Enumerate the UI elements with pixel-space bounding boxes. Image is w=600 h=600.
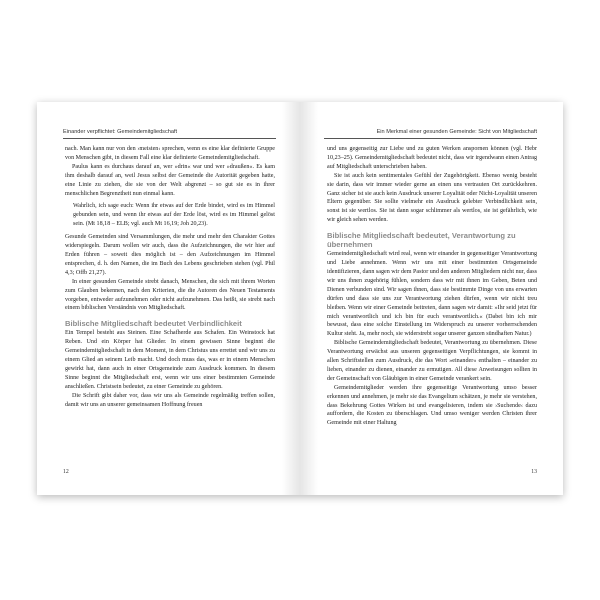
- paragraph: In einer gesunden Gemeinde strebt danach, Menschen, die sich mit ihrem Worten zum Glauben bekennen, nach den Kriterien, die die Autoren des Neuen Testaments vorgeben, entweder aufzunehmen oder nicht aufzunehmen. Das heißt, sie strebt nach einem biblischen Verständnis von Mitgliedschaft.: [65, 278, 275, 312]
- paragraph: Gemeindemitglieder werden ihre gegenseitige Verantwortung umso besser erkennen und annehmen, je mehr sie das Evangelium schätzen, je mehr sie verstehen, dass Bekehrung Gottes Wirken ist und evangelisieren, indem sie ›Suchende‹ dazu auffordern, die Kosten zu überschlagen. Und umso weniger werden Christen ihrer Gemeinde mit einer Haltung: [327, 384, 537, 427]
- page-body: [327, 145, 537, 428]
- book-spread: [37, 102, 563, 495]
- paragraph: Biblische Gemeindemitgliedschaft bedeutet, Verantwortung zu übernehmen. Diese Verantwortung erwächst aus unseren gegenseitigen Verpflichtungen, sie kommt in allen Schriftstellen zum Ausdruck, die das Wort »einander« enthalten – einander zu lieben, einander zu dienen, einander zu ermutigen. All diese Anweisungen sollten in der Gemeinschaft von Gläubigen in einer Gemeinde verankert sein.: [327, 340, 537, 382]
- paragraph: und uns gegenseitig zur Liebe und zu guten Werken anspornen können (vgl. Hebr 10,23–25). Gemeindemitgliedschaft bedeutet nicht, dass wir irgendwann einen Antrag auf Mitgliedschaft unterschrieben haben.: [327, 146, 537, 170]
- page-number: 12: [63, 469, 69, 475]
- running-head: Einander verpflichtet: Gemeindemitgliedschaft: [63, 129, 178, 135]
- paragraph: Gesunde Gemeinden sind Versammlungen, die mehr und mehr den Charakter Gottes widerspiegeln. Darum wollen wir auch, dass die Aufzeichnungen, die wir hier auf Erden führen – soweit dies möglich ist – den Aufzeichnungen im Himmel entsprechen, d. h. den Namen, die im Buch des Lebens geschrieben stehen (vgl. Phil 4,3; Offb 21,27).: [65, 234, 275, 276]
- gutter-shadow: [300, 102, 318, 495]
- paragraph: Paulus kann es durchaus darauf an, wer »drin« war und wer »draußen«. Es kam ihm deshalb darauf an, weil Jesus selbst der Gemeinde die Autorität gegeben hatte, eine Linie zu ziehen, die sie von der Welt abgrenzt – so gut sie es in ihrer menschlichen Begrenztheit nun einmal kann.: [65, 163, 275, 197]
- header-rule: [324, 138, 537, 139]
- section-heading: Biblische Mitgliedschaft bedeutet Verbindlichkeit: [65, 319, 242, 329]
- section-heading: Biblische Mitgliedschaft bedeutet, Verantwortung zu übernehmen: [327, 231, 516, 250]
- paragraph: Die Schrift gibt daher vor, dass wir uns als Gemeinde regelmäßig treffen sollen, damit wir uns an unserer gemeinsamen Hoffnung freuen: [65, 392, 275, 408]
- paragraph: nach. Man kann nur von den ›meisten‹ sprechen, wenn es eine klar definierte Gruppe von Menschen gibt, in diesem Fall eine klar definierte Gemeindemitgliedschaft.: [65, 146, 275, 161]
- paragraph: Gemeindemitgliedschaft wird real, wenn wir einander in gegenseitiger Verantwortung und Liebe annehmen. Wenn wir uns mit einer bestimmten Ortsgemeinde identifizieren, dann sagen wir dem Pastor und den anderen Mitgliedern nicht nur, dass wir uns ihnen zugehörig fühlen, sondern dass wir mit ihnen im Geben, Beten und Dienen verbunden sind. Wir sagen ihnen, dass sie bestimmte Dinge von uns erwarten dürfen und dass sie uns zur Verantwortung ziehen dürfen, wenn wir nicht treu bleiben. Wenn wir einer Gemeinde beitreten, dann sagen wir damit: »Ihr seid jetzt für mich verantwortlich und ich bin für euch verantwortlich.« (Dabei bin ich mir bewusst, dass eine solche Einstellung im Widerspruch zu unserer vorherrschenden Kultur steht. Ja, mehr noch, sie widerstrebt sogar unserer ganzen sündhaften Natur.): [327, 251, 537, 338]
- right-page: [300, 102, 563, 495]
- paragraph: Sie ist auch kein sentimentales Gefühl der Zugehörigkeit. Ebenso wenig besteht sie darin, dass wir immer wieder gerne an einen uns vertrauten Ort zurückkehren. Ganz sicher ist sie auch kein Ausdruck unserer Loyalität oder Nicht-Loyalität unseren Eltern gegenüber. Sie sollte vielmehr ein Ausdruck gelebter Verbindlichkeit sein, sonst ist sie wertlos. Sie ist dann sogar schlimmer als wertlos, sie ist gefährlich, wie wir gleich sehen werden.: [327, 172, 537, 224]
- running-head: Ein Merkmal einer gesunden Gemeinde: Sicht von Mitgliedschaft: [376, 129, 537, 135]
- header-rule: [63, 138, 276, 139]
- page-number: 13: [531, 469, 537, 475]
- gutter-shadow: [282, 102, 300, 495]
- page-body: [65, 145, 275, 409]
- block-quote: Wahrlich, ich sage euch: Wenn ihr etwas auf der Erde bindet, wird es im Himmel gebunden sein, und wenn ihr etwas auf der Erde löst, wird es im Himmel gelöst sein. (Mt 18,18 – ELB; vgl. auch Mt 16,19; Joh 20,23).: [73, 203, 275, 228]
- paragraph: Ein Tempel besteht aus Steinen. Eine Schafherde aus Schafen. Ein Weinstock hat Reben. Und ein Körper hat Glieder. In einem gewissen Sinne beginnt die Gemeindemitgliedschaft in dem Moment, in dem Christus uns errettet und wir uns zu einem Glied an seinem Leib macht. Und doch muss das, was er in einem Menschen gewirkt hat, dann auch in einer Ortsgemeinde zum Ausdruck kommen. In diesem Sinne beginnt die Mitgliedschaft erst, wenn wir uns einer bestimmten Gemeinde anschließen. Christsein bedeutet, zu einer Gemeinde zu gehören.: [65, 330, 275, 390]
- left-page: [37, 102, 300, 495]
